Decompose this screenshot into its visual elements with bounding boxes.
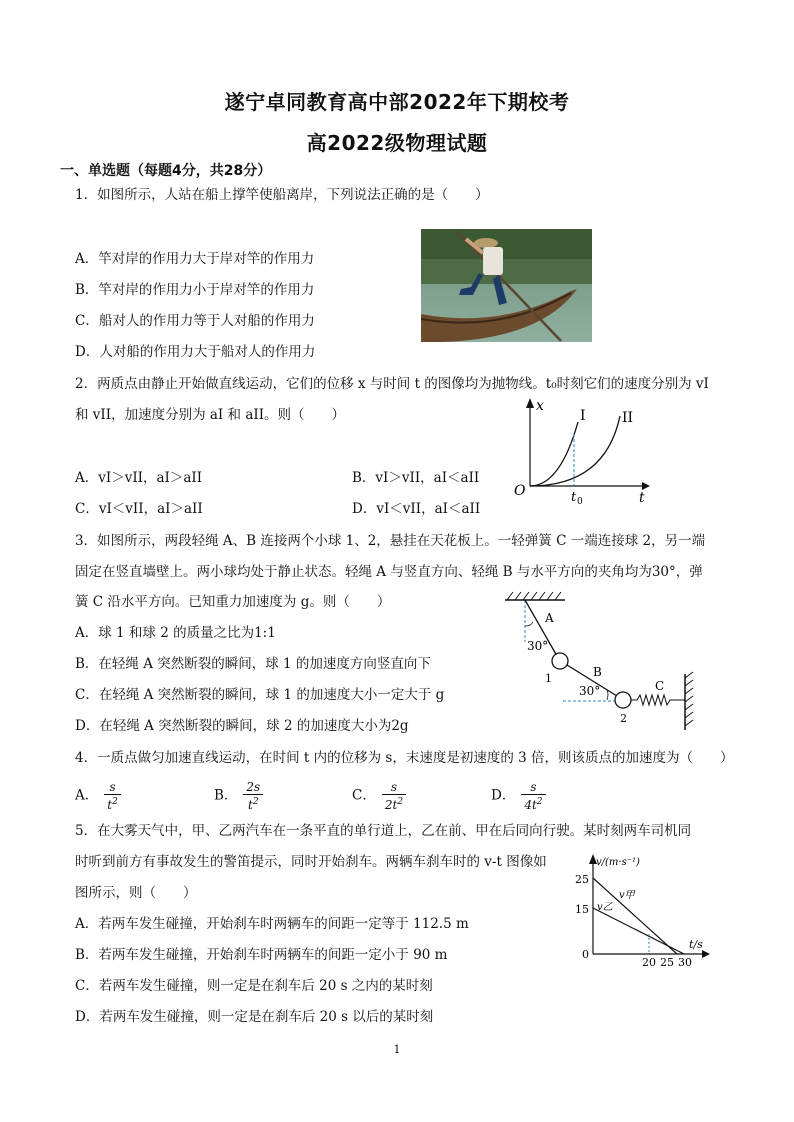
ball-1 — [552, 653, 568, 669]
q5-option-c: C．若两车发生碰撞，则一定是在刹车后 20 s 之内的某时刻 — [75, 978, 433, 994]
y-tick-0: 0 — [582, 948, 589, 961]
t0-subscript: 0 — [577, 497, 583, 504]
rope-b-label: B — [593, 665, 602, 679]
q2-option-a: A．vI＞vII，aI＞aII — [75, 470, 203, 486]
rope-a-label: A — [545, 611, 554, 625]
line-yi-label: v乙 — [597, 902, 613, 913]
q4-option-a: A． $\frac{s}{t^2}$ — [75, 780, 121, 812]
q1-option-b: B．竿对岸的作用力小于岸对竿的作用力 — [75, 282, 315, 298]
q3-option-c: C．在轻绳 A 突然断裂的瞬间，球 1 的加速度大小一定大于 g — [75, 687, 445, 703]
ball-1-label: 1 — [545, 672, 552, 685]
q4-option-d: D． $\frac{s}{4t^2}$ — [491, 780, 546, 812]
q2-option-c: C．vI＜vII，aI＞aII — [75, 501, 203, 517]
spring-c-label: C — [655, 679, 665, 693]
q5-option-a: A．若两车发生碰撞，开始刹车时两辆车的间距一定等于 112.5 m — [75, 916, 469, 932]
q3-option-b: B．在轻绳 A 突然断裂的瞬间，球 1 的加速度方向竖直向下 — [75, 656, 431, 672]
page-number: 1 — [393, 1043, 401, 1056]
q3-stem-line1: 3．如图所示，两段轻绳 A、B 连接两个小球 1、2，悬挂在天花板上。一轻弹簧 C 一端连接球 2，另一端 — [75, 533, 706, 549]
q4-option-c: C． $\frac{s}{2t^2}$ — [352, 780, 406, 812]
x-axis-label: x — [536, 398, 544, 414]
q2-stem-line2: 和 vII，加速度分别为 aI 和 aII。则（ ） — [75, 407, 346, 423]
line-v-jia — [593, 878, 677, 954]
v-axis-label: v/(m·s⁻¹) — [596, 857, 640, 868]
q5-stem-line2: 时听到前方有事故发生的警笛提示，同时开始刹车。两辆车刹车时的 v-t 图像如 — [75, 854, 547, 870]
curve-i-label: I — [580, 408, 586, 424]
t0-label: t — [571, 490, 577, 504]
exam-title: 遂宁卓同教育高中部2022年下期校考 — [224, 90, 570, 114]
curve-i — [530, 422, 578, 486]
line-jia-label: v甲 — [619, 890, 635, 901]
q3-option-a: A．球 1 和球 2 的质量之比为1:1 — [75, 625, 276, 641]
t-axis-label: t — [639, 490, 645, 504]
q2-option-b: B．vI＞vII，aI＜aII — [352, 470, 480, 486]
curve-ii-label: II — [622, 410, 634, 426]
q1-option-d: D．人对船的作用力大于船对人的作用力 — [75, 344, 316, 360]
q3-ropes-figure — [495, 590, 705, 730]
q3-stem-line2: 固定在竖直墙壁上。两小球均处于静止状态。轻绳 A 与竖直方向、轻绳 B 与水平方向的夹角均为30°，弹 — [75, 564, 703, 580]
q1-stem: 1．如图所示，人站在船上撑竿使船离岸，下列说法正确的是（ ） — [75, 187, 489, 203]
q1-option-c: C．船对人的作用力等于人对船的作用力 — [75, 313, 315, 329]
curve-ii — [530, 416, 620, 486]
q4-stem: 4．一质点做匀加速直线运动，在时间 t 内的位移为 s，末速度是初速度的 3 倍，则该质点的加速度为（ ） — [75, 750, 734, 766]
q3-option-d: D．在轻绳 A 突然断裂的瞬间，球 2 的加速度大小为2g — [75, 718, 409, 734]
y-tick-15: 15 — [575, 903, 589, 916]
q1-option-a: A．竿对岸的作用力大于岸对竿的作用力 — [75, 251, 315, 267]
q2-xt-graph — [510, 392, 650, 504]
q4-option-b: B． $\frac{2s}{t^2}$ — [214, 780, 263, 812]
y-tick-25: 25 — [575, 873, 589, 886]
angle-b-label: 30° — [579, 684, 601, 698]
spring-c — [631, 695, 685, 705]
q5-stem-line3: 图所示，则（ ） — [75, 885, 197, 901]
q2-option-d: D．vI＜vII，aI＜aII — [352, 501, 481, 517]
section-heading: 一、单选题（每题4分，共28分） — [60, 163, 272, 179]
exam-subtitle: 高2022级物理试题 — [306, 131, 488, 155]
t-axis-label-q5: t/s — [689, 938, 703, 951]
boat-photo — [421, 229, 592, 342]
ball-2 — [615, 692, 631, 708]
q2-stem-line1: 2．两质点由静止开始做直线运动，它们的位移 x 与时间 t 的图像均为抛物线。t₀时刻它们的速度分别为 vI — [75, 376, 709, 392]
q5-vt-graph — [560, 852, 710, 970]
q5-option-b: B．若两车发生碰撞，开始刹车时两辆车的间距一定小于 90 m — [75, 947, 448, 963]
q5-stem-line1: 5．在大雾天气中，甲、乙两汽车在一条平直的单行道上，乙在前、甲在后同向行驶。某时刻两车司机同 — [75, 823, 692, 839]
line-v-yi — [593, 908, 684, 954]
x-tick-20: 20 — [642, 956, 656, 969]
x-tick-30: 30 — [678, 956, 692, 969]
ball-2-label: 2 — [620, 712, 627, 725]
origin-label: O — [514, 483, 526, 499]
q5-option-d: D．若两车发生碰撞，则一定是在刹车后 20 s 以后的某时刻 — [75, 1009, 434, 1025]
q3-stem-line3: 簧 C 沿水平方向。已知重力加速度为 g。则（ ） — [75, 594, 391, 610]
angle-a-label: 30° — [527, 639, 549, 653]
x-tick-25: 25 — [660, 956, 674, 969]
